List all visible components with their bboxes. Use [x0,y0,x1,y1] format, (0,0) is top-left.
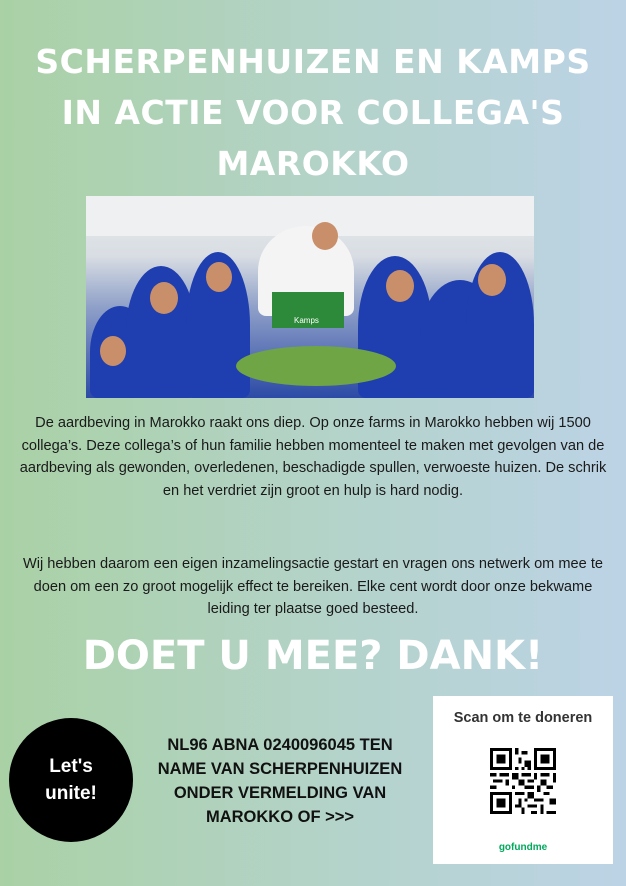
title-line-3: MAROKKO [216,144,410,183]
bank-account-text [144,733,416,829]
gofundme-logo: gofundme [498,842,548,853]
title-line-2: IN ACTIE VOOR COLLEGA'S [61,93,565,132]
lets-unite-badge [9,718,133,842]
photo-face [150,282,178,314]
qr-card[interactable] [433,696,613,864]
call-to-action: DOET U MEE? DANK! [82,633,544,679]
workers-photo [86,196,534,398]
account-line-3: ONDER VERMELDING VAN [173,784,387,802]
photo-face [100,336,126,366]
photo-face [478,264,506,296]
qr-code-icon[interactable] [490,748,556,814]
badge-line-2: unite! [45,783,97,804]
action-paragraph: Wij hebben daarom een eigen inzamelingsactie gestart en vragen ons netwerk om mee te doen om een zo groot mogelijk effect te bereiken. Elke cent wordt door onze bekwame leiding ter plaatse goed besteed. [22,556,604,617]
account-line-2: NAME VAN SCHERPENHUIZEN [157,760,403,778]
bean-crate [272,292,344,328]
photo-face [312,222,338,250]
crate-text: Kamps [294,316,319,325]
page-title [20,36,606,189]
green-beans-pile [236,346,396,386]
title-line-1: SCHERPENHUIZEN EN KAMPS [35,42,591,81]
qr-label: Scan om te doneren [453,710,593,726]
intro-paragraph: De aardbeving in Marokko raakt ons diep. Op onze farms in Marokko hebben wij 1500 collega’s. Deze collega’s of hun familie hebben momenteel te maken met gevolgen van de aardbeving als gewonden, overledenen, beschadigde spullen, verwoeste huizen. De schrik en het verdriet zijn groot en hulp is hard nodig. [19,415,607,499]
photo-face [386,270,414,302]
badge-line-1: Let's [49,756,93,777]
account-line-1: NL96 ABNA 0240096045 TEN [167,736,393,754]
photo-face [206,262,232,292]
account-line-4: MAROKKO OF >>> [205,808,355,826]
